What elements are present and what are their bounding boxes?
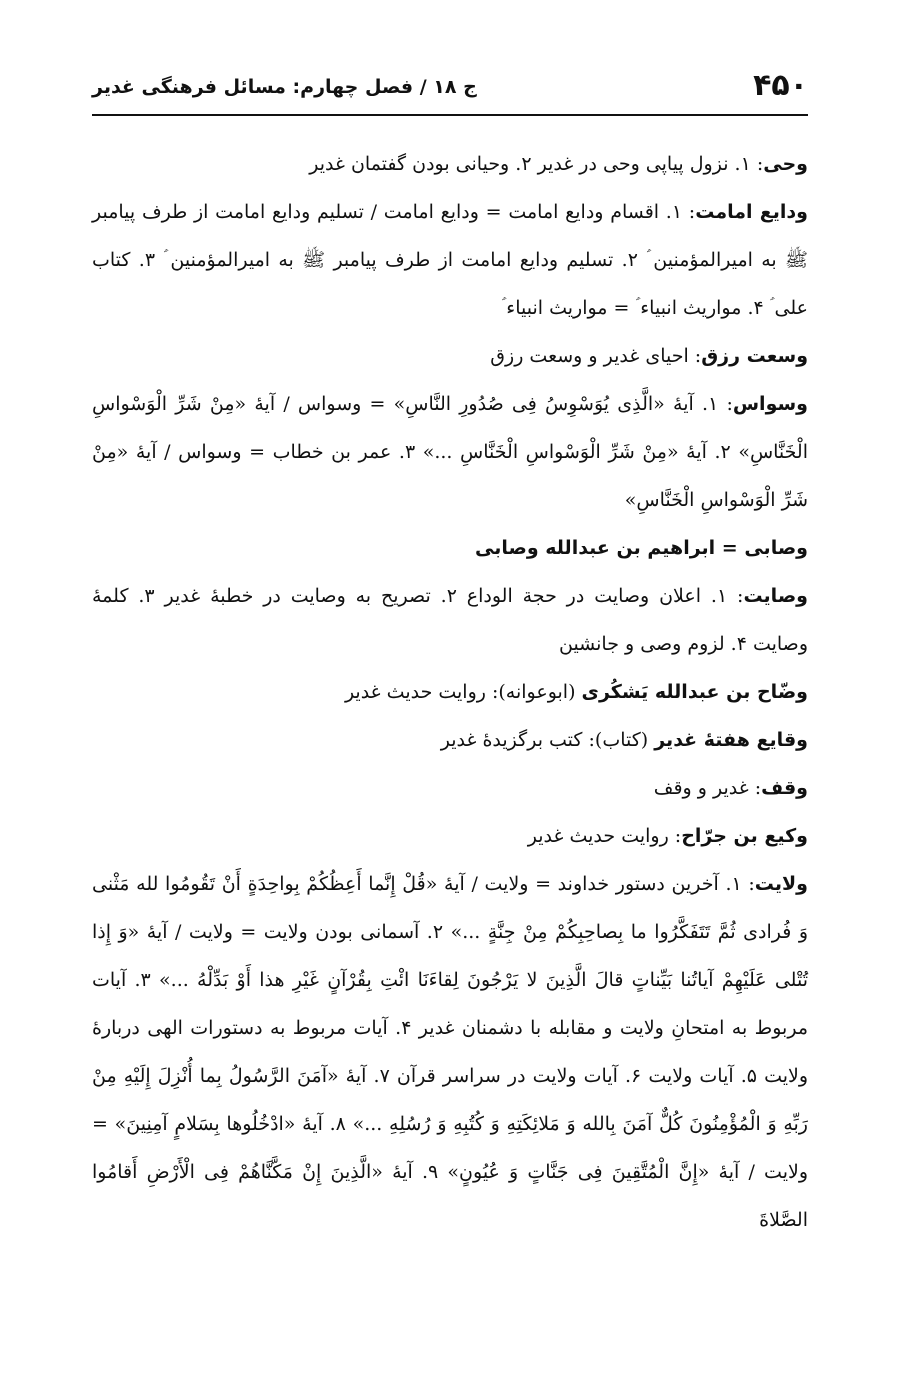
entry-term: وضّاح بن عبدالله یَشکُری [581,681,808,703]
entry [92,668,808,716]
entry-term: وحی [763,153,808,175]
entry [92,860,808,1244]
entry-term: ولایت [754,873,808,895]
entry-term: وسواس [732,393,808,415]
entry [92,524,808,572]
entry-text: : ۱. آخرین دستور خداوند = ولایت / آیهٔ «قُلْ إِنَّما أَعِظُکُمْ بِواحِدَةٍ أَنْ تَقُومُوا لله مَثْنی وَ فُرادی ثُمَّ تَتَفَکَّرُوا ما بِصاحِبِکُمْ مِنْ جِنَّةٍ ...» ۲. آسمانی بودن ولایت = ولایت / آیهٔ «وَ إِذا تُتْلی عَلَیْهِمْ آیاتُنا بَیِّناتٍ قالَ الَّذِینَ لا یَرْجُونَ لِقاءَنَا ائْتِ بِقُرْآنٍ غَیْرِ هذا أَوْ بَدِّلْهُ ...» ۳. آیات مربوط به امتحانِ ولایت و مقابله با دشمنان غدیر ۴. آیات مربوط به دستورات الهی دربارهٔ ولایت ۵. آیات ولایت ۶. آیات ولایت در سراسر قرآن ۷. آیهٔ «آمَنَ الرَّسُولُ بِما أُنْزِلَ إِلَیْهِ مِنْ رَبِّهِ وَ الْمُؤْمِنُونَ کُلٌّ آمَنَ بِالله وَ مَلائِکَتِهِ وَ کُتُبِهِ وَ رُسُلِهِ ...» ۸. آیهٔ «ادْخُلُوها بِسَلامٍ آمِنِینَ» = ولایت / آیهٔ «إِنَّ الْمُتَّقِینَ فِی جَنَّاتٍ وَ عُیُونٍ» ۹. آیهٔ «الَّذِینَ إِنْ مَکَّنَّاهُمْ فِی الْأَرْضِ أَقامُوا الصَّلاةَ [92,873,809,1231]
entry [92,764,808,812]
entry [92,716,808,764]
entry [92,188,808,332]
running-title: ج ۱۸ / فصل چهارم: مسائل فرهنگی غدیر [92,76,477,98]
entry-text: : روایت حدیث غدیر [527,825,682,847]
entry-term: وقف [761,777,808,799]
entry-text: : احیای غدیر و وسعت رزق [490,345,702,367]
entry-term: وصابی = ابراهیم بن عبدالله وصابی [475,537,808,559]
entry-text: : ۱. آیهٔ «الَّذِی یُوَسْوِسُ فِی صُدُورِ النَّاسِ» = وسواس / آیهٔ «مِنْ شَرِّ الْوَسْواسِ الْخَنَّاسِ» ۲. آیهٔ «مِنْ شَرِّ الْوَسْواسِ الْخَنَّاسِ ...» ۳. عمر بن خطاب = وسواس / آیهٔ «مِنْ شَرِّ الْوَسْواسِ الْخَنَّاسِ» [92,393,808,511]
entry-text: (ابوعوانه): روایت حدیث غدیر [344,681,582,703]
entry-text: : غدیر و وقف [653,777,762,799]
page-number: ۴۵۰ [753,68,808,103]
entry-text: (کتاب): کتب برگزیدهٔ غدیر [440,729,655,751]
entry [92,380,808,524]
entry [92,572,808,668]
entry [92,332,808,380]
entry-term: وقایع هفتهٔ غدیر [654,729,808,751]
entry [92,140,808,188]
entry [92,812,808,860]
entry-text: : ۱. اقسام ودایع امامت = ودایع امامت / تسلیم ودایع امامت از طرف پیامبر ﷺ به امیرالمؤمنین ؑ ۲. تسلیم ودایع امامت از طرف پیامبر ﷺ به امیرالمؤمنین ؑ ۳. کتاب علی ؑ ۴. مواریث انبیاء ؑ = مواریث انبیاء ؑ [92,201,808,319]
entry-text: : ۱. اعلان وصایت در حجة الوداع ۲. تصریح به وصایت در خطبهٔ غدیر ۳. کلمهٔ وصایت ۴. لزوم وصی و جانشین [92,585,808,655]
entry-term: ودایع امامت [695,201,808,223]
entry-term: وصایت [743,585,808,607]
page-header [92,66,808,116]
entry-term: وسعت رزق [701,345,808,367]
glossary-body [92,140,808,1244]
entry-text: : ۱. نزول پیاپی وحی در غدیر ۲. وحیانی بودن گفتمان غدیر [309,153,764,175]
entry-term: وکیع بن جرّاح [681,825,808,847]
